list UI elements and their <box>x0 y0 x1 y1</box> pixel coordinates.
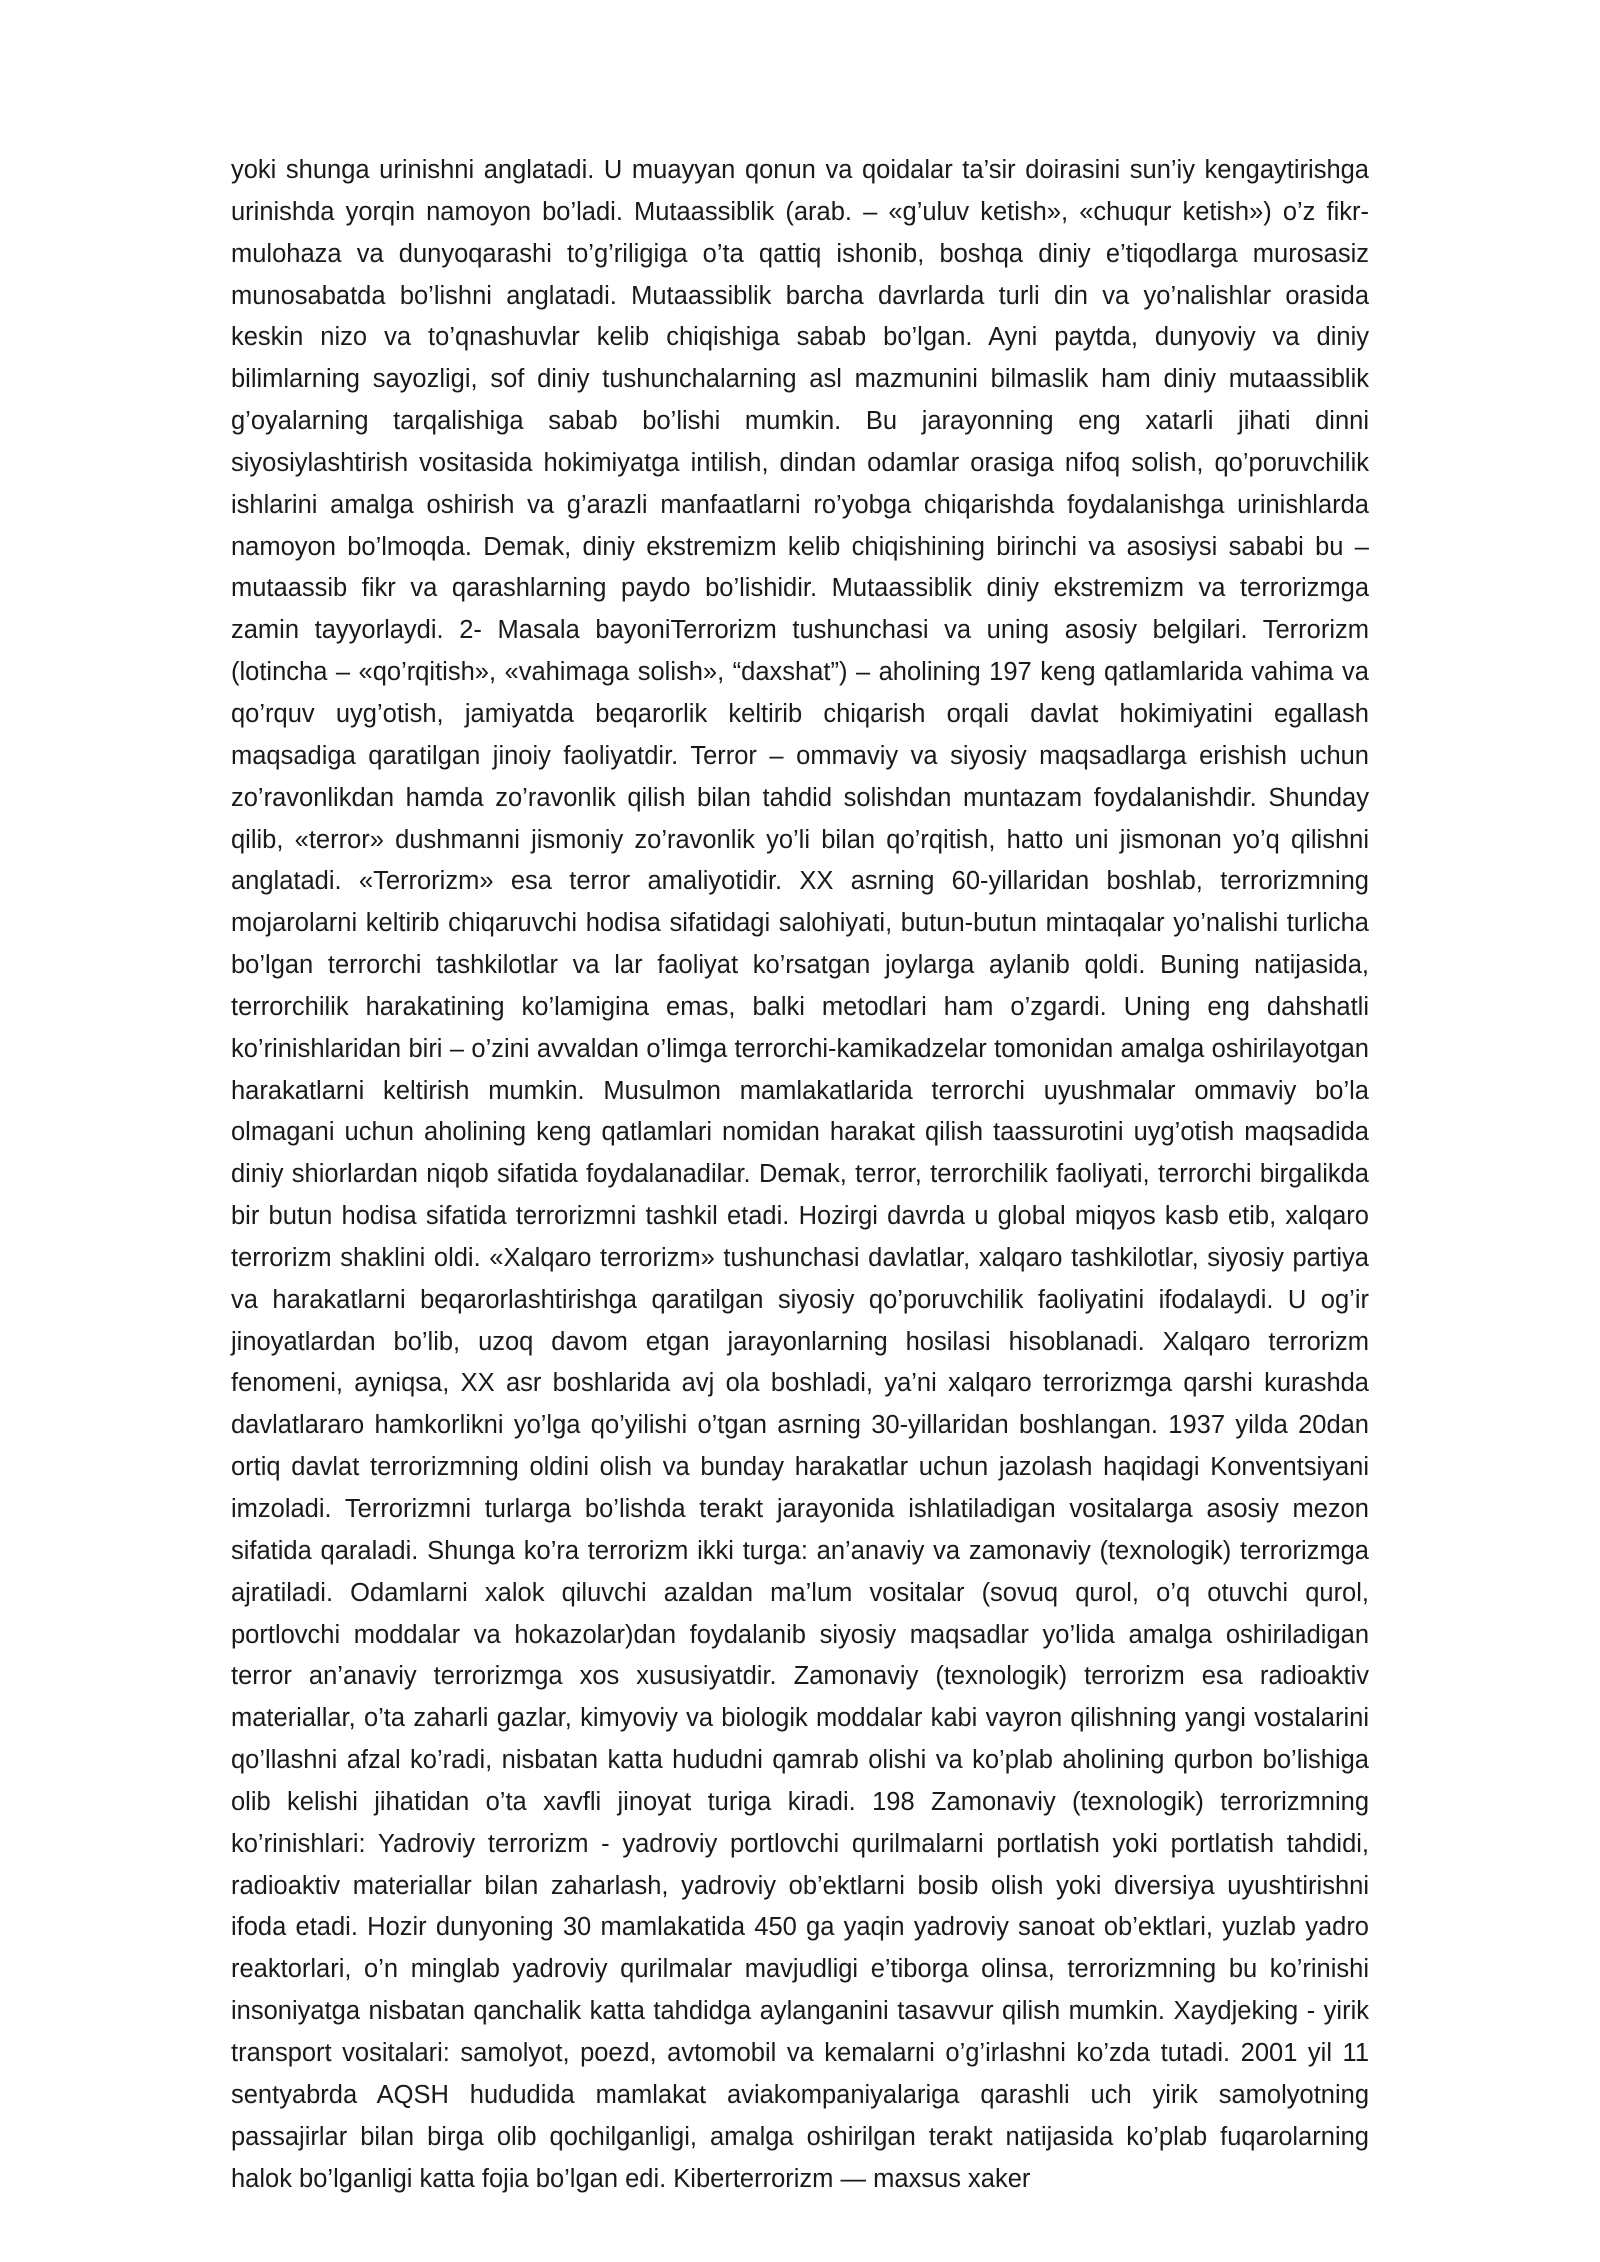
body-paragraph: yoki shunga urinishni anglatadi. U muayyan qonun va qoidalar ta’sir doirasini sun’iy kengaytirishga urinishda yorqin namoyon bo’ladi. Mutaassiblik (arab. – «g’uluv ketish», «chuqur ketish») o’z fikr-mulohaza va dunyoqarashi to’g’riligiga o’ta qattiq ishonib, boshqa diniy e’tiqodlarga murosasiz munosabatda bo’lishni anglatadi. Mutaassiblik barcha davrlarda turli din va yo’nalishlar orasida keskin nizo va to’qnashuvlar kelib chiqishiga sabab bo’lgan. Ayni paytda, dunyoviy va diniy bilimlarning sayozligi, sof diniy tushunchalarning asl mazmunini bilmaslik ham diniy mutaassiblik g’oyalarning tarqalishiga sabab bo’lishi mumkin. Bu jarayonning eng xatarli jihati dinni siyosiylashtirish vositasida hokimiyatga intilish, dindan odamlar orasiga nifoq solish, qo’poruvchilik ishlarini amalga oshirish va g’arazli manfaatlarni ro’yobga chiqarishda foydalanishga urinishlarda namoyon bo’lmoqda. Demak, diniy ekstremizm kelib chiqishining birinchi va asosiysi sababi bu – mutaassib fikr va qarashlarning paydo bo’lishidir. Mutaassiblik diniy ekstremizm va terrorizmga zamin tayyorlaydi. 2- Masala bayoniTerrorizm tushunchasi va uning asosiy belgilari. Terrorizm (lotincha – «qo’rqitish», «vahimaga solish», “daxshat”) – aholining 197 keng qatlamlarida vahima va qo’rquv uyg’otish, jamiyatda beqarorlik keltirib chiqarish orqali davlat hokimiyatini egallash maqsadiga qaratilgan jinoiy faoliyatdir. Terror – ommaviy va siyosiy maqsadlarga erishish uchun zo’ravonlikdan hamda zo’ravonlik qilish bilan tahdid solishdan muntazam foydalanishdir. Shunday qilib, «terror» dushmanni jismoniy zo’ravonlik yo’li bilan qo’rqitish, hatto uni jismonan yo’q qilishni anglatadi. «Terrorizm» esa terror amaliyotidir. XX asrning 60-yillaridan boshlab, terrorizmning mojarolarni keltirib chiqaruvchi hodisa sifatidagi salohiyati, butun-butun mintaqalar yo’nalishi turlicha bo’lgan terrorchi tashkilotlar va lar faoliyat ko’rsatgan joylarga aylanib qoldi. Buning natijasida, terrorchilik harakatining ko’lamigina emas, balki metodlari ham o’zgardi. Uning eng dahshatli ko’rinishlaridan biri – o’zini avvaldan o’limga terrorchi-kamikadzelar tomonidan amalga oshirilayotgan harakatlarni keltirish mumkin. Musulmon mamlakatlarida terrorchi uyushmalar ommaviy bo’la olmagani uchun aholining keng qatlamlari nomidan harakat qilish taassurotini uyg’otish maqsadida diniy shiorlardan niqob sifatida foydalanadilar. Demak, terror, terrorchilik faoliyati, terrorchi birgalikda bir butun hodisa sifatida terrorizmni tashkil etadi. Hozirgi davrda u global miqyos kasb etib, xalqaro terrorizm shaklini oldi. «Xalqaro terrorizm» tushunchasi davlatlar, xalqaro tashkilotlar, siyosiy partiya va harakatlarni beqarorlashtirishga qaratilgan siyosiy qo’poruvchilik faoliyatini ifodalaydi. U og’ir jinoyatlardan bo’lib, uzoq davom etgan jarayonlarning hosilasi hisoblanadi. Xalqaro terrorizm fenomeni, ayniqsa, XX asr boshlarida avj ola boshladi, ya’ni xalqaro terrorizmga qarshi kurashda davlatlararo hamkorlikni yo’lga qo’yilishi o’tgan asrning 30-yillaridan boshlangan. 1937 yilda 20dan ortiq davlat terrorizmning oldini olish va bunday harakatlar uchun jazolash haqidagi Konventsiyani imzoladi. Terrorizmni turlarga bo’lishda terakt jarayonida ishlatiladigan vositalarga asosiy mezon sifatida qaraladi. Shunga ko’ra terrorizm ikki turga: an’anaviy va zamonaviy (texnologik) terrorizmga ajratiladi. Odamlarni xalok qiluvchi azaldan ma’lum vositalar (sovuq qurol, o’q otuvchi qurol, portlovchi moddalar va hokazolar)dan foydalanib siyosiy maqsadlar yo’lida amalga oshiriladigan terror an’anaviy terrorizmga xos xususiyatdir. Zamonaviy (texnologik) terrorizm esa radioaktiv materiallar, o’ta zaharli gazlar, kimyoviy va biologik moddalar kabi vayron qilishning yangi vostalarini qo’llashni afzal ko’radi, nisbatan katta hududni qamrab olishi va ko’plab aholining qurbon bo’lishiga olib kelishi jihatidan o’ta xavfli jinoyat turiga kiradi. 198 Zamonaviy (texnologik) terrorizmning ko’rinishlari: Yadroviy terrorizm - yadroviy portlovchi qurilmalarni portlatish yoki portlatish tahdidi, radioaktiv materiallar bilan zaharlash, yadroviy ob’ektlarni bosib olish yoki diversiya uyushtirishni ifoda etadi. Hozir dunyoning 30 mamlakatida 450 ga yaqin yadroviy sanoat ob’ektlari, yuzlab yadro reaktorlari, o’n minglab yadroviy qurilmalar mavjudligi e’tiborga olinsa, terrorizmning bu ko’rinishi insoniyatga nisbatan qanchalik katta tahdidga aylanganini tasavvur qilish mumkin. Xaydjeking - yirik transport vositalari: samolyot, poezd, avtomobil va kemalarni o’g’irlashni ko’zda tutadi. 2001 yil 11 sentyabrda AQSH hududida mamlakat aviakompaniyalariga qarashli uch yirik samolyotning passajirlar bilan birga olib qochilganligi, amalga oshirilgan terakt natijasida ko’plab fuqarolarning halok bo’lganligi katta fojia bo’lgan edi. Kiberterrorizm — maxsus xaker <box>231 156 1369 2193</box>
